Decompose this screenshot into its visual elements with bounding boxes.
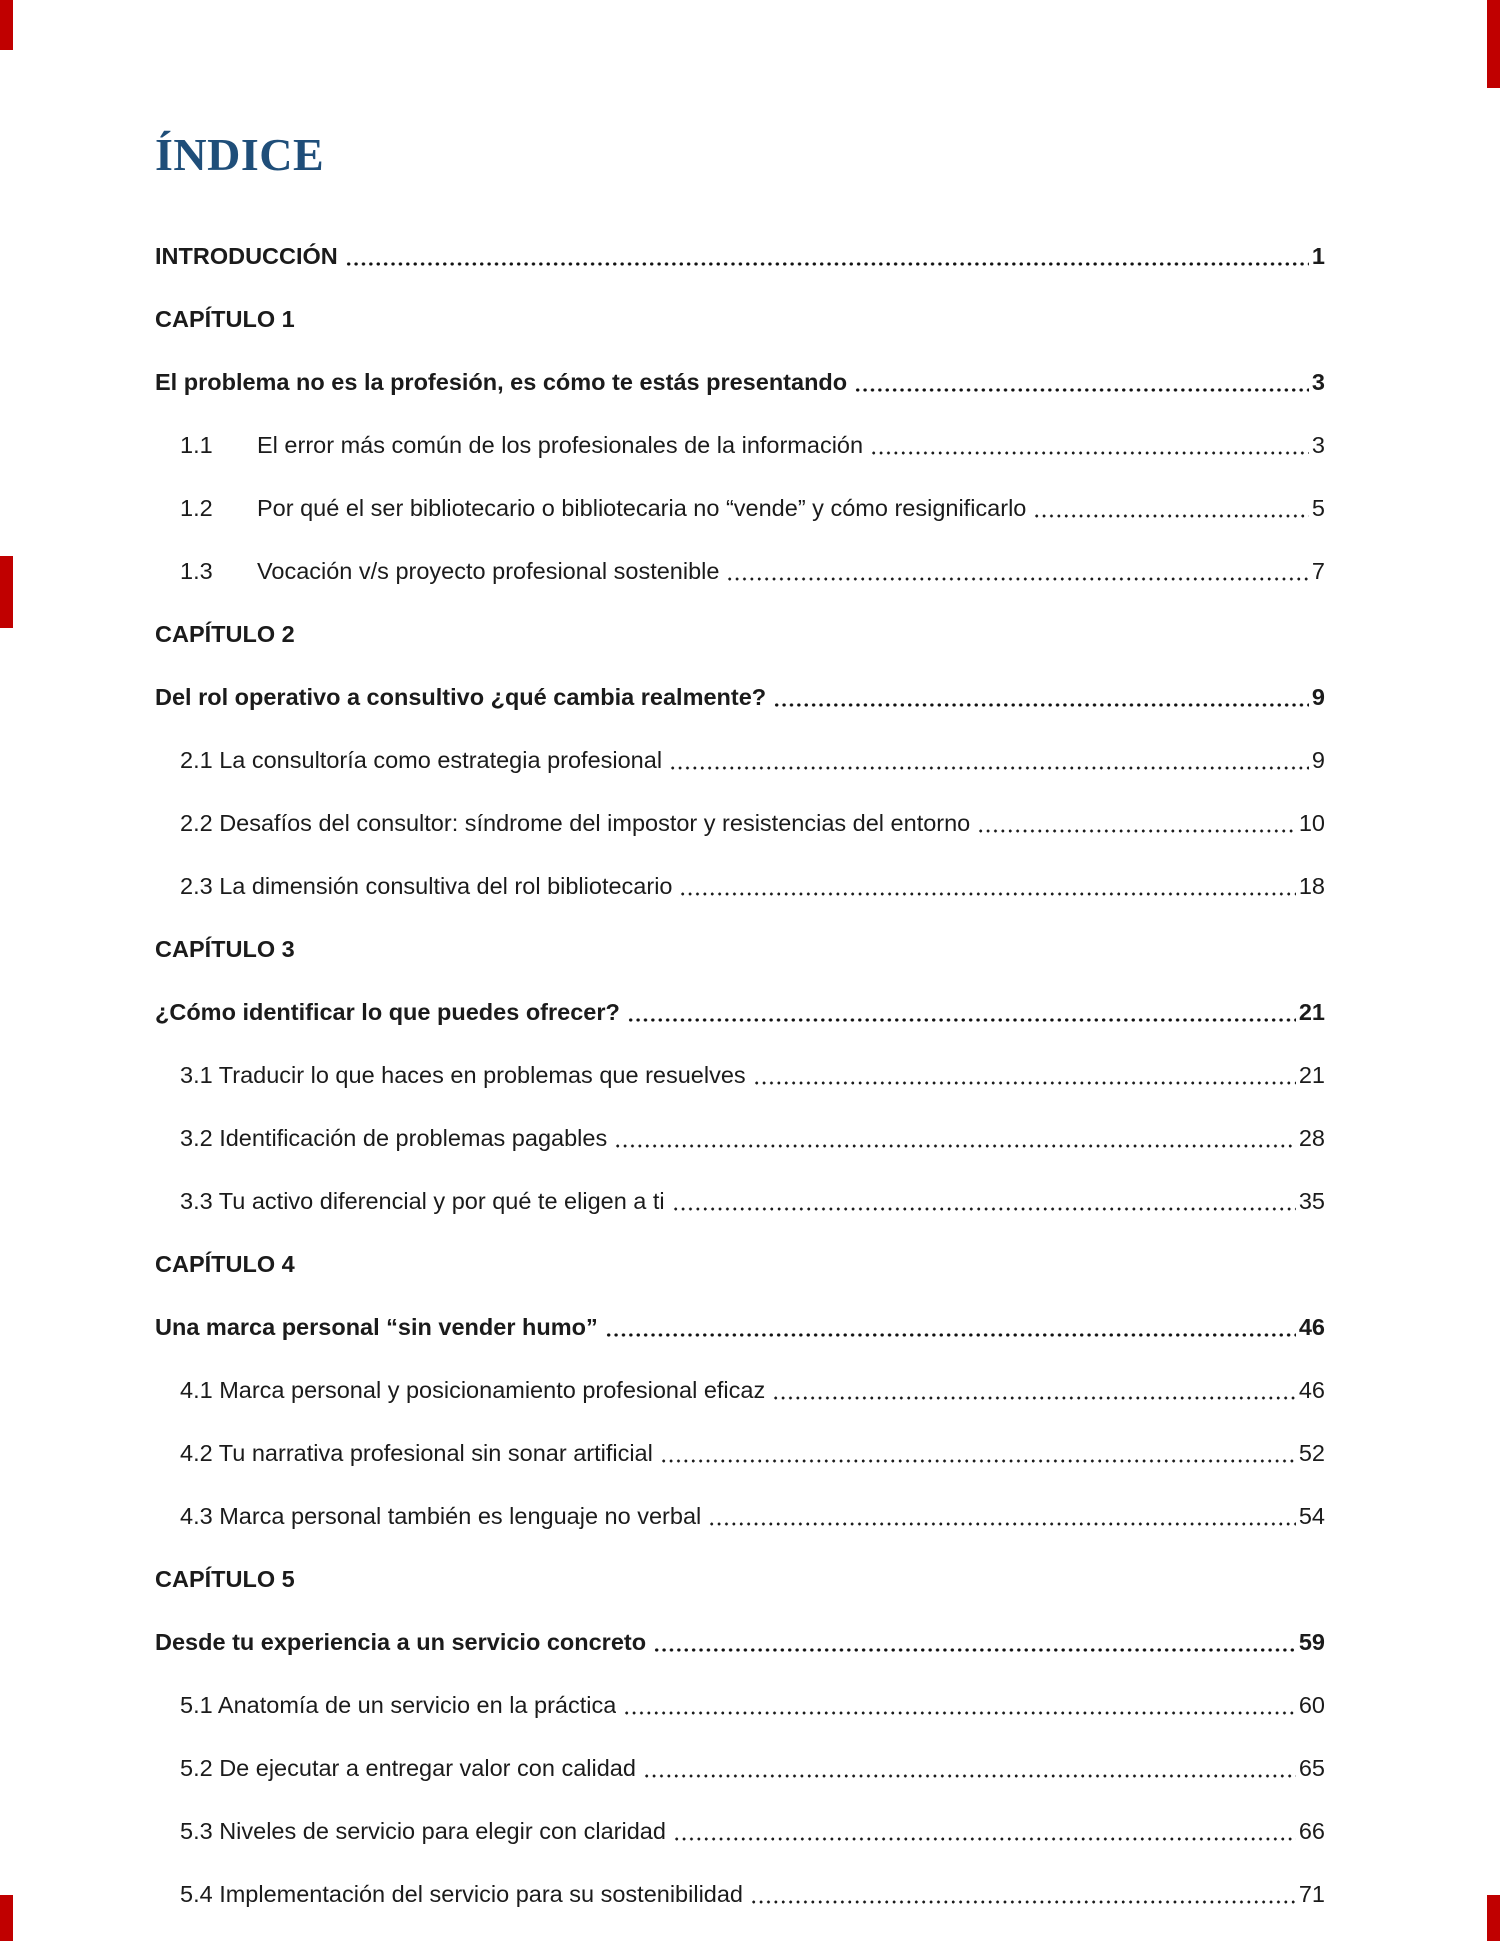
toc-entry-label: CAPÍTULO 2 xyxy=(155,621,295,647)
toc-entry-label: El problema no es la profesión, es cómo te estás presentando xyxy=(155,369,848,395)
dot-leader xyxy=(977,829,1296,833)
toc-entry-page: 46 xyxy=(1298,1314,1325,1340)
toc-entry-page: 35 xyxy=(1298,1188,1325,1214)
toc-list xyxy=(155,241,1325,1910)
dot-leader xyxy=(643,1774,1296,1778)
toc-row xyxy=(155,493,1325,524)
page-edge-mark-mid-left xyxy=(0,556,13,628)
dot-leader xyxy=(660,1459,1296,1463)
toc-entry-label: 2.3 La dimensión consultiva del rol bibliotecario xyxy=(180,873,673,899)
dot-leader xyxy=(623,1711,1296,1715)
toc-entry-page: 7 xyxy=(1311,558,1325,584)
toc-row xyxy=(155,1753,1325,1784)
toc-entry-label: 4.3 Marca personal también es lenguaje no verbal xyxy=(180,1503,702,1529)
dot-leader xyxy=(653,1648,1296,1652)
dot-leader xyxy=(673,1837,1296,1841)
dot-leader xyxy=(750,1900,1296,1904)
toc-entry-label: 5.2 De ejecutar a entregar valor con calidad xyxy=(180,1755,636,1781)
toc-row xyxy=(155,1186,1325,1217)
dot-leader xyxy=(772,1396,1296,1400)
dot-leader xyxy=(345,262,1309,266)
toc-row xyxy=(155,1249,1325,1280)
toc-entry-page: 60 xyxy=(1298,1692,1325,1718)
toc-entry-page: 18 xyxy=(1298,873,1325,899)
toc-row xyxy=(155,1501,1325,1532)
dot-leader xyxy=(679,892,1295,896)
toc-entry-label: 3.3 Tu activo diferencial y por qué te eligen a ti xyxy=(180,1188,665,1214)
toc-entry-label: ¿Cómo identificar lo que puedes ofrecer? xyxy=(155,999,620,1025)
toc-entry-page: 54 xyxy=(1298,1503,1325,1529)
dot-leader xyxy=(627,1018,1296,1022)
toc-entry-label: CAPÍTULO 4 xyxy=(155,1251,295,1277)
dot-leader xyxy=(605,1333,1296,1337)
toc-entry-page: 66 xyxy=(1298,1818,1325,1844)
page-title: ÍNDICE xyxy=(155,129,325,180)
toc-entry-label: 2.1 La consultoría como estrategia profesional xyxy=(180,747,663,773)
toc-entry-page: 3 xyxy=(1311,432,1325,458)
toc-row xyxy=(155,1375,1325,1406)
toc-entry-label: 4.1 Marca personal y posicionamiento profesional eficaz xyxy=(180,1377,766,1403)
dot-leader xyxy=(870,451,1309,455)
toc-entry-label: El error más común de los profesionales de la información xyxy=(257,432,864,458)
dot-leader xyxy=(1033,514,1309,518)
toc-entry-page: 1 xyxy=(1311,243,1325,269)
toc-entry-label: Por qué el ser bibliotecario o bibliotecaria no “vende” y cómo resignificarlo xyxy=(257,495,1027,521)
toc-row xyxy=(155,1879,1325,1910)
toc-row xyxy=(155,871,1325,902)
toc-entry-page: 59 xyxy=(1298,1629,1325,1655)
dot-leader xyxy=(614,1144,1296,1148)
toc-row xyxy=(155,556,1325,587)
toc-entry-page: 9 xyxy=(1311,747,1325,773)
page-edge-mark-top-right xyxy=(1487,0,1500,88)
toc-entry-page: 71 xyxy=(1298,1881,1325,1907)
toc-row xyxy=(155,1438,1325,1469)
toc-row xyxy=(155,241,1325,272)
toc-entry-label: 3.2 Identificación de problemas pagables xyxy=(180,1125,608,1151)
toc-row xyxy=(155,682,1325,713)
toc-row xyxy=(155,1123,1325,1154)
dot-leader xyxy=(753,1081,1296,1085)
page-edge-mark-bottom-left xyxy=(0,1895,13,1941)
dot-leader xyxy=(708,1522,1296,1526)
toc-entry-label: 5.4 Implementación del servicio para su sostenibilidad xyxy=(180,1881,744,1907)
page-edge-mark-top-left xyxy=(0,0,13,50)
toc-entry-page: 46 xyxy=(1298,1377,1325,1403)
toc-row xyxy=(155,1816,1325,1847)
toc-entry-label: Desde tu experiencia a un servicio concreto xyxy=(155,1629,647,1655)
toc-entry-label: 3.1 Traducir lo que haces en problemas que resuelves xyxy=(180,1062,746,1088)
toc-entry-label: CAPÍTULO 1 xyxy=(155,306,295,332)
toc-row xyxy=(155,304,1325,335)
dot-leader xyxy=(726,577,1308,581)
toc-entry-label: CAPÍTULO 3 xyxy=(155,936,295,962)
dot-leader xyxy=(854,388,1309,392)
toc-entry-page: 5 xyxy=(1311,495,1325,521)
toc-entry-number: 1.2 xyxy=(180,495,213,521)
dot-leader xyxy=(773,703,1309,707)
toc-row xyxy=(155,1564,1325,1595)
toc-entry-label: CAPÍTULO 5 xyxy=(155,1566,295,1592)
toc-entry-label: INTRODUCCIÓN xyxy=(155,243,338,269)
toc-row xyxy=(155,997,1325,1028)
toc-row xyxy=(155,1312,1325,1343)
toc-entry-label: Una marca personal “sin vender humo” xyxy=(155,1314,598,1340)
toc-row xyxy=(155,619,1325,650)
toc-entry-label: 5.1 Anatomía de un servicio en la práctica xyxy=(180,1692,617,1718)
toc-entry-label: 2.2 Desafíos del consultor: síndrome del impostor y resistencias del entorno xyxy=(180,810,971,836)
toc-row xyxy=(155,430,1325,461)
toc-entry-label: Del rol operativo a consultivo ¿qué cambia realmente? xyxy=(155,684,767,710)
toc-row xyxy=(155,367,1325,398)
toc-row xyxy=(155,1690,1325,1721)
dot-leader xyxy=(669,766,1309,770)
toc-entry-number: 1.1 xyxy=(180,432,213,458)
toc-entry-page: 10 xyxy=(1298,810,1325,836)
toc-row xyxy=(155,745,1325,776)
toc-row xyxy=(155,808,1325,839)
toc-row xyxy=(155,1060,1325,1091)
toc-entry-page: 3 xyxy=(1311,369,1325,395)
toc-entry-number: 1.3 xyxy=(180,558,213,584)
toc-entry-page: 21 xyxy=(1298,1062,1325,1088)
dot-leader xyxy=(672,1207,1296,1211)
toc-entry-label: 4.2 Tu narrativa profesional sin sonar artificial xyxy=(180,1440,653,1466)
toc-row xyxy=(155,1627,1325,1658)
page-edge-mark-bottom-right xyxy=(1487,1895,1500,1941)
toc-entry-label: Vocación v/s proyecto profesional sostenible xyxy=(257,558,720,584)
toc-entry-page: 65 xyxy=(1298,1755,1325,1781)
toc-entry-page: 9 xyxy=(1311,684,1325,710)
toc-entry-page: 52 xyxy=(1298,1440,1325,1466)
toc-entry-label: 5.3 Niveles de servicio para elegir con claridad xyxy=(180,1818,666,1844)
toc-entry-page: 28 xyxy=(1298,1125,1325,1151)
toc-row xyxy=(155,934,1325,965)
toc-entry-page: 21 xyxy=(1298,999,1325,1025)
